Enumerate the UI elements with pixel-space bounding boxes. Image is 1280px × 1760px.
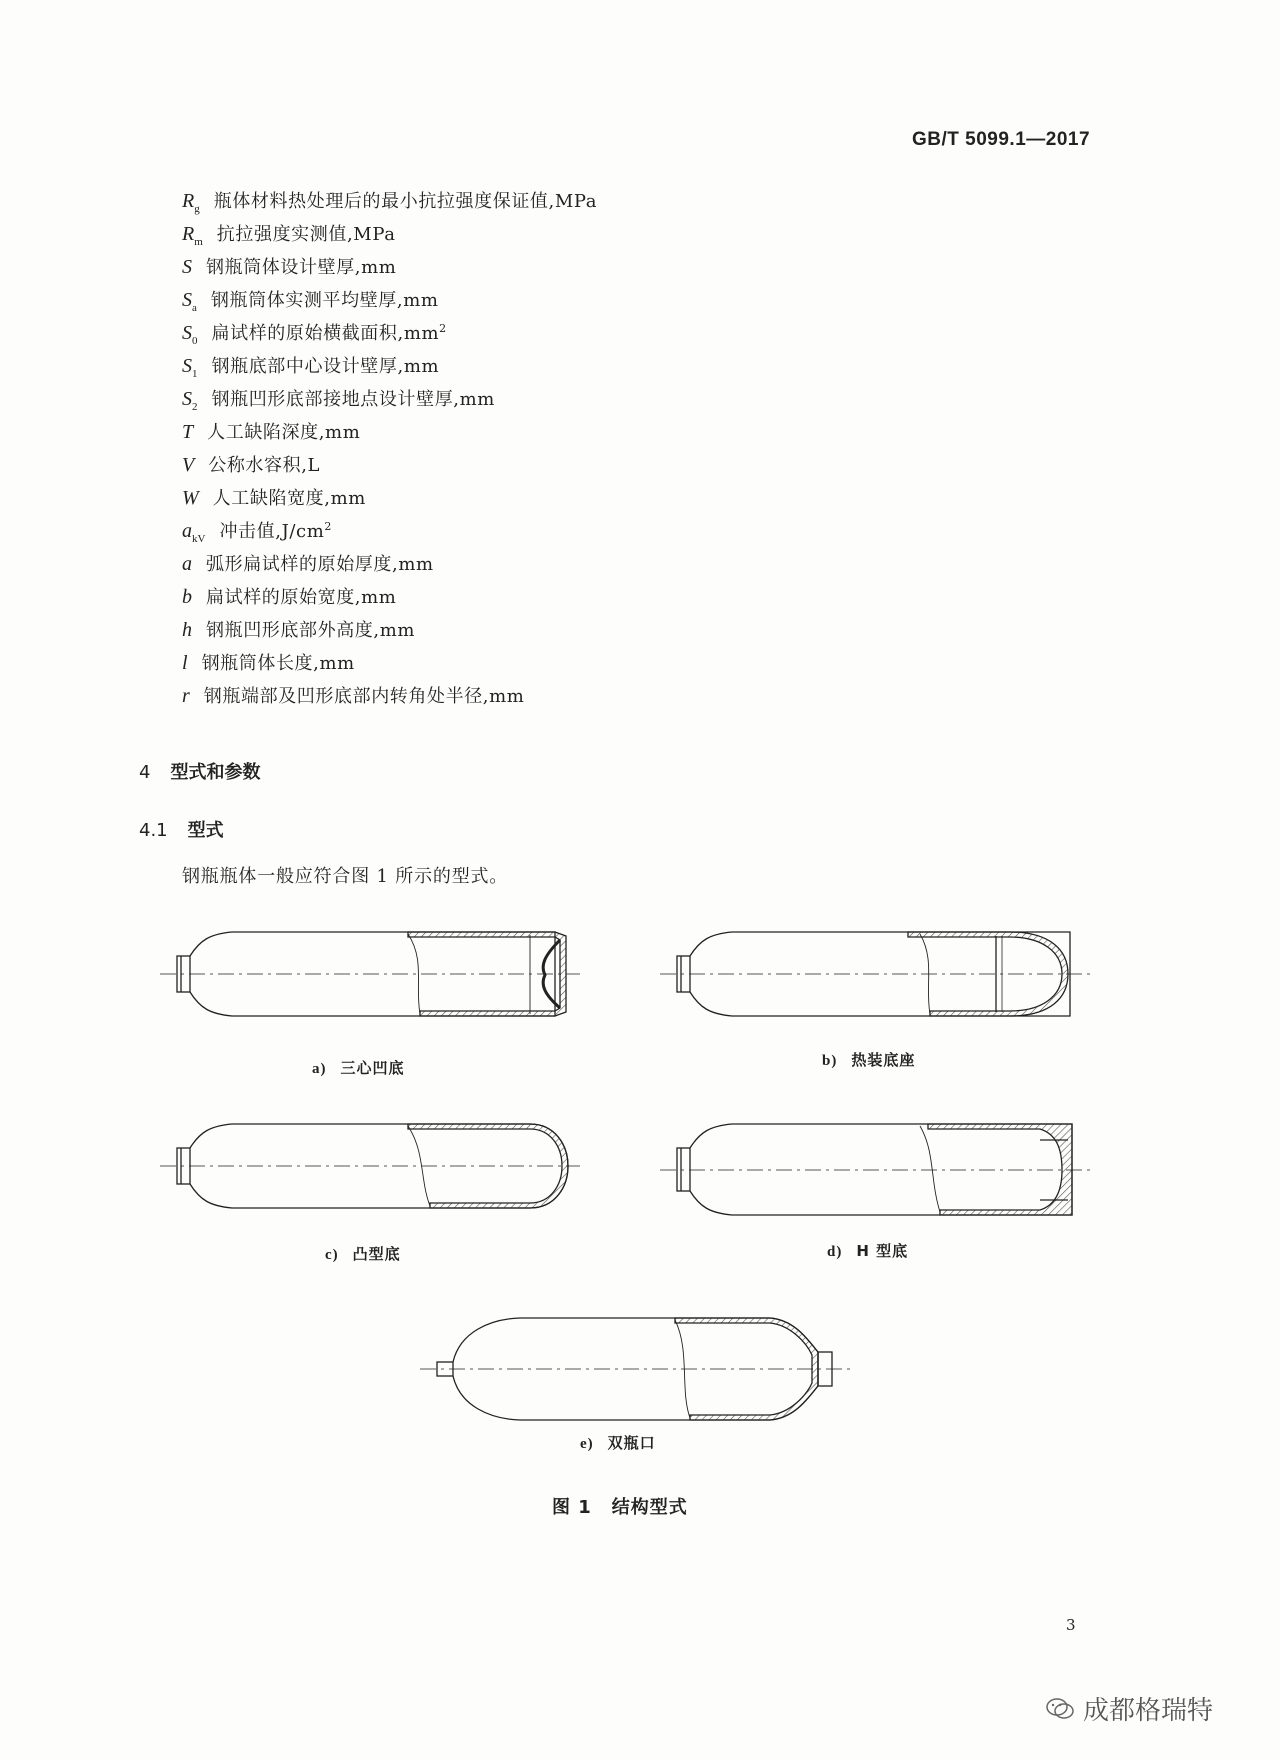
cylinder-e-double-neck (420, 1318, 850, 1420)
symbol-description: 瓶体材料热处理后的最小抗拉强度保证值,MPa (213, 191, 598, 212)
caption-a: a) 三心凹底 (312, 1059, 405, 1077)
symbol-description: 抗拉强度实测值,MPa (216, 224, 396, 245)
section-4-1-heading: 4.1 型式 (139, 820, 224, 841)
symbol-description: 公称水容积,L (208, 455, 321, 476)
symbol: l (182, 652, 188, 674)
cylinder-d-h-type-bottom (660, 1124, 1090, 1215)
standard-code: GB/T 5099.1—2017 (912, 129, 1091, 150)
symbol: W (182, 487, 199, 509)
watermark-text: 成都格瑞特 (1083, 1696, 1214, 1726)
symbol: $S_2$ (182, 388, 198, 413)
symbol: r (182, 685, 190, 707)
symbol-description: 扁试样的原始宽度,mm (206, 587, 397, 608)
symbol: b (182, 586, 192, 608)
cylinder-b-heat-fit-base (660, 932, 1090, 1016)
symbol-description: 钢瓶端部及凹形底部内转角处半径,mm (203, 686, 525, 707)
symbol-description: 人工缺陷宽度,mm (212, 488, 366, 509)
watermark (1045, 1690, 1213, 1727)
body-paragraph: 钢瓶瓶体一般应符合图 1 所示的型式。 (182, 866, 509, 887)
symbol: $S_1$ (182, 355, 198, 380)
wechat-icon (1045, 1696, 1075, 1722)
symbol-description: 人工缺陷深度,mm (207, 422, 361, 443)
symbol: a (182, 553, 192, 575)
caption-c: c) 凸型底 (325, 1245, 401, 1263)
symbol: h (182, 619, 192, 641)
cylinder-c-convex-bottom (160, 1124, 580, 1208)
symbol-description: 钢瓶凹形底部外高度,mm (206, 620, 416, 641)
caption-b: b) 热装底座 (822, 1051, 916, 1069)
symbol: S (182, 256, 192, 278)
symbol: $a_{kV}$ (182, 520, 206, 545)
symbol: V (182, 454, 195, 476)
symbol: $S_a$ (182, 289, 197, 314)
symbol: T (182, 421, 194, 443)
symbol-description: 冲击值$,J/cm^2$ (219, 520, 333, 542)
symbol: $S_0$ (182, 322, 198, 347)
symbol: $R_m$ (182, 223, 203, 248)
caption-d: d) H 型底 (827, 1242, 909, 1260)
symbol-description: 扁试样的原始横截面积$,mm^2$ (211, 322, 447, 344)
page-number: 3 (1066, 1616, 1076, 1634)
caption-e: e) 双瓶口 (580, 1434, 656, 1452)
symbol-description: 钢瓶筒体设计壁厚,mm (206, 257, 397, 278)
section-4-heading: 4 型式和参数 (139, 762, 261, 783)
symbol-description: 钢瓶凹形底部接地点设计壁厚,mm (211, 389, 495, 410)
cylinder-a-concave-bottom (160, 932, 580, 1016)
symbol-description: 钢瓶筒体实测平均壁厚,mm (210, 290, 439, 311)
figure-title: 图 1 结构型式 (552, 1497, 688, 1518)
symbol: $R_g$ (182, 190, 200, 215)
symbol-description: 钢瓶筒体长度,mm (201, 653, 355, 674)
symbol-description: 钢瓶底部中心设计壁厚,mm (211, 356, 440, 377)
symbol-description: 弧形扁试样的原始厚度,mm (206, 554, 434, 575)
